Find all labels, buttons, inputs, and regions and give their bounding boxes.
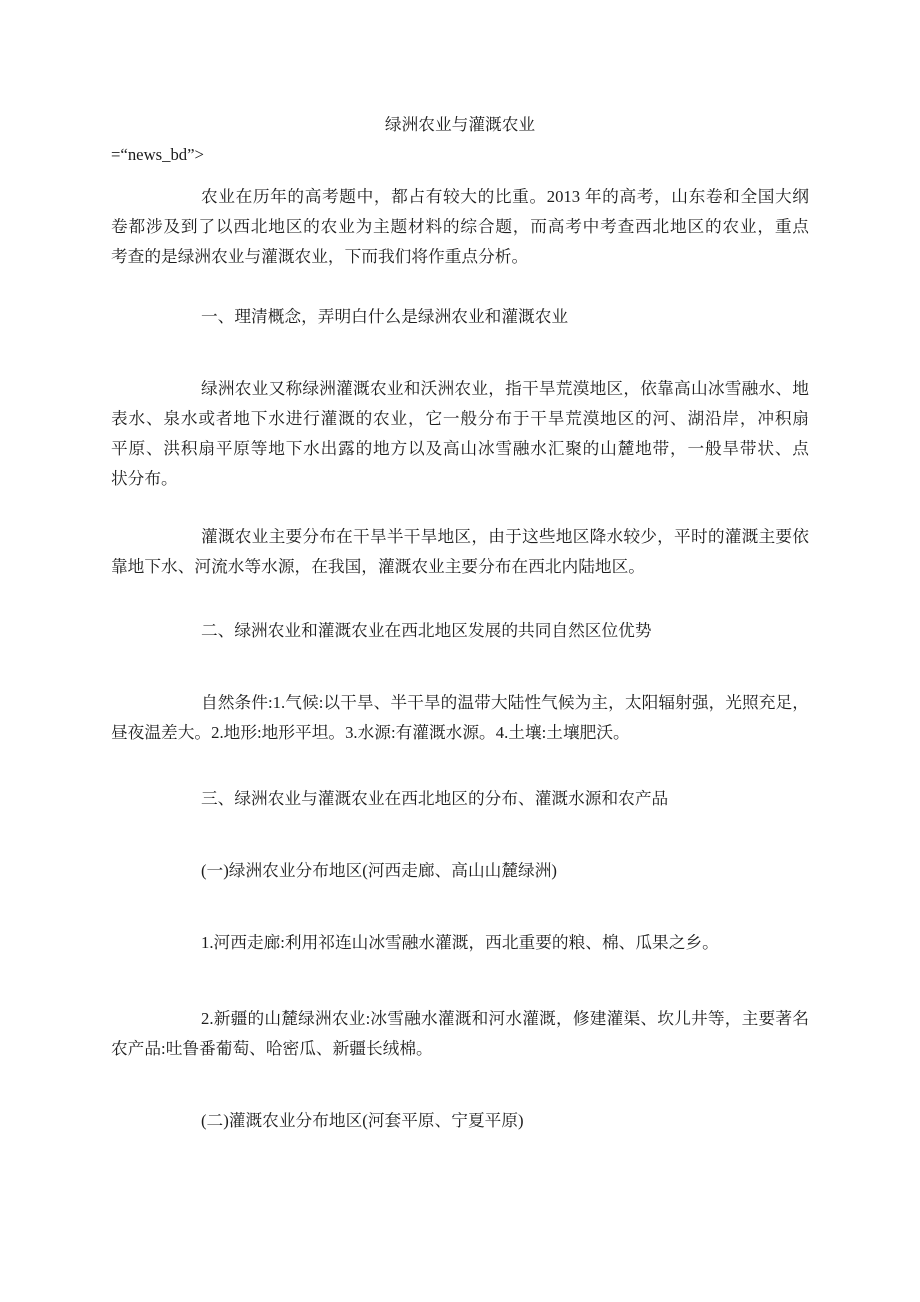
oasis-definition-paragraph [111, 374, 809, 494]
irrigation-distribution-subheading [111, 1106, 809, 1136]
document-title [111, 110, 809, 140]
hexi-corridor-item [111, 928, 809, 958]
section-2-heading-line: 二、绿洲农业和灌溉农业在西北地区发展的共同自然区位优势 [201, 621, 652, 640]
natural-conditions-paragraph-line: 自然条件:1.气候:以干旱、半干旱的温带大陆性气候为主，太阳辐射强，光照充足， [201, 693, 809, 712]
oasis-definition-paragraph-line: 状分布。 [111, 469, 178, 488]
intro-paragraph [111, 182, 809, 272]
intro-paragraph-line: 农业在历年的高考题中，都占有较大的比重。2013 年的高考，山东卷和全国大纲 [201, 187, 809, 206]
natural-conditions-paragraph-line: 昼夜温差大。2.地形:地形平坦。3.水源:有灌溉水源。4.土壤:土壤肥沃。 [111, 723, 630, 742]
raw-html-fragment [111, 140, 809, 170]
oasis-definition-paragraph-line: 平原、洪积扇平原等地下水出露的地方以及高山冰雪融水汇聚的山麓地带，一般旱带状、点 [111, 439, 809, 458]
document-title-line: 绿洲农业与灌溉农业 [384, 115, 536, 134]
irrigation-definition-paragraph [111, 522, 809, 582]
intro-paragraph-line: 卷都涉及到了以西北地区的农业为主题材料的综合题，而高考中考查西北地区的农业，重点 [111, 217, 809, 236]
oasis-distribution-subheading-line: (一)绿洲农业分布地区(河西走廊、高山山麓绿洲) [201, 861, 557, 880]
xinjiang-oasis-item [111, 1004, 809, 1064]
section-1-heading [111, 302, 809, 332]
irrigation-definition-paragraph-line: 灌溉农业主要分布在干旱半干旱地区，由于这些地区降水较少，平时的灌溉主要依 [201, 527, 809, 546]
section-3-heading [111, 784, 809, 814]
natural-conditions-paragraph [111, 688, 809, 748]
irrigation-definition-paragraph-line: 靠地下水、河流水等水源，在我国，灌溉农业主要分布在西北内陆地区。 [111, 557, 645, 576]
hexi-corridor-item-line: 1.河西走廊:利用祁连山冰雪融水灌溉，西北重要的粮、棉、瓜果之乡。 [201, 933, 719, 952]
raw-html-fragment-line: =“news_bd”> [111, 145, 204, 164]
oasis-definition-paragraph-line: 表水、泉水或者地下水进行灌溉的农业，它一般分布于干旱荒漠地区的河、湖沿岸，冲积扇 [111, 409, 809, 428]
xinjiang-oasis-item-line: 2.新疆的山麓绿洲农业:冰雪融水灌溉和河水灌溉，修建灌渠、坎儿井等，主要著名 [201, 1009, 809, 1028]
xinjiang-oasis-item-line: 农产品:吐鲁番葡萄、哈密瓜、新疆长绒棉。 [111, 1039, 433, 1058]
section-3-heading-line: 三、绿洲农业与灌溉农业在西北地区的分布、灌溉水源和农产品 [201, 789, 669, 808]
oasis-definition-paragraph-line: 绿洲农业又称绿洲灌溉农业和沃洲农业，指干旱荒漠地区，依靠高山冰雪融水、地 [201, 379, 809, 398]
oasis-distribution-subheading [111, 856, 809, 886]
intro-paragraph-line: 考查的是绿洲农业与灌溉农业，下而我们将作重点分析。 [111, 247, 529, 266]
section-1-heading-line: 一、理清概念，弄明白什么是绿洲农业和灌溉农业 [201, 307, 569, 326]
section-2-heading [111, 616, 809, 646]
irrigation-distribution-subheading-line: (二)灌溉农业分布地区(河套平原、宁夏平原) [201, 1111, 524, 1130]
